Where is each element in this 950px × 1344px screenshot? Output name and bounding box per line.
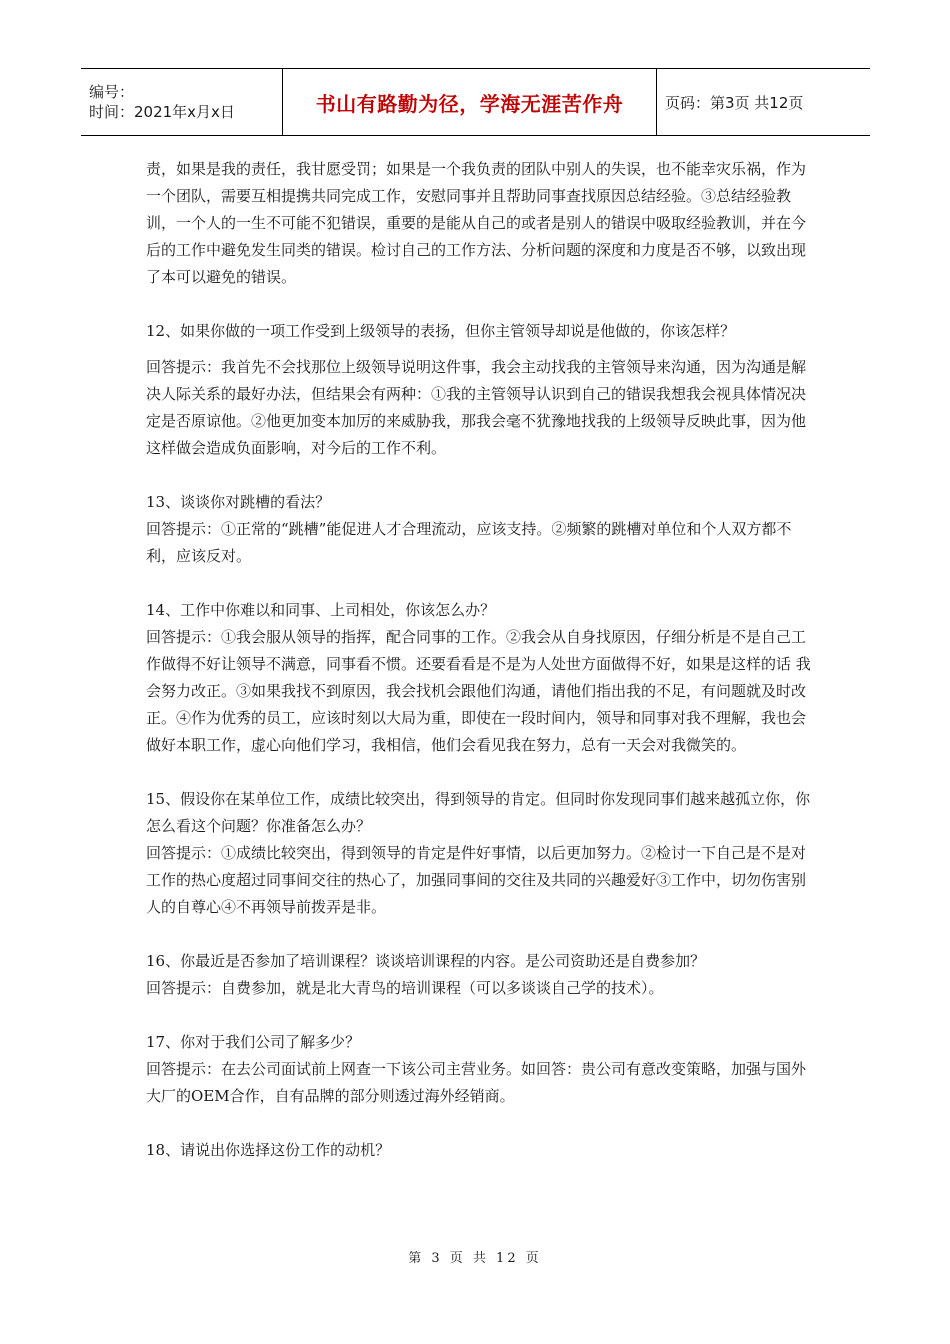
answer-16: 回答提示：自费参加，就是北大青鸟的培训课程（可以多谈谈自己学的技术）。 [146, 979, 664, 997]
header-motto: 书山有路勤为径，学海无涯苦作舟 [315, 91, 624, 116]
question-17: 17、你对于我们公司了解多少？ [146, 1033, 361, 1051]
question-18: 18、请说出你选择这份工作的动机？ [146, 1141, 391, 1159]
answer-15: 回答提示：①成绩比较突出，得到领导的肯定是件好事情，以后更加努力。②检讨一下自己是不是对工作的热心度超过同事间交往的热心了，加强同事间的交往及共同的兴趣爱好③工作中，切勿伤害别人的自尊心④不再领导前拨弄是非。 [146, 844, 807, 916]
intro-paragraph: 责，如果是我的责任，我甘愿受罚；如果是一个我负责的团队中别人的失误，也不能幸灾乐祸，作为一个团队，需要互相提携共同完成工作，安慰同事并且帮助同事查找原因总结经验。③总结经验教训，一个人的一生不可能不犯错误，重要的是能从自己的或者是别人的错误中吸取经验教训，并在今后的工作中避免发生同类的错误。检讨自己的工作方法、分析问题的深度和力度是否不够，以致出现了本可以避免的错误。 [146, 160, 807, 286]
question-13: 13、谈谈你对跳槽的看法？ [146, 493, 331, 511]
answer-12: 回答提示：我首先不会找那位上级领导说明这件事，我会主动找我的主管领导来沟通，因为沟通是解决人际关系的最好办法，但结果会有两种：①我的主管领导认识到自己的错误我想我会视具体情况决定是否原谅他。②他更加变本加厉的来威胁我，那我会毫不犹豫地找我的上级领导反映此事，因为他这样做会造成负面影响，对今后的工作不利。 [146, 358, 807, 457]
header-motto-cell [283, 69, 657, 135]
answer-14: 回答提示：①我会服从领导的指挥，配合同事的工作。②我会从自身找原因，仔细分析是不是自己工作做得不好让领导不满意，同事看不惯。还要看看是不是为人处世方面做得不好，如果是这样的话 我会努力改正。③如果我找不到原因，我会找机会跟他们沟通，请他们指出我的不足，有问题就及时改正。④作为优秀的员工，应该时刻以大局为重，即使在一段时间内，领导和同事对我不理解，我也会做好本职工作，虚心向他们学习，我相信，他们会看见我在努力，总有一天会对我微笑的。 [146, 628, 811, 754]
question-12: 12、如果你做的一项工作受到上级领导的表扬，但你主管领导却说是他做的，你该怎样？ [146, 322, 736, 340]
header-meta [81, 69, 283, 135]
document-body [146, 156, 816, 1164]
question-15: 15、假设你在某单位工作，成绩比较突出，得到领导的肯定。但同时你发现同事们越来越孤立你，你怎么看这个问题？你准备怎么办？ [146, 790, 811, 835]
answer-13: 回答提示：①正常的“跳槽”能促进人才合理流动，应该支持。②频繁的跳槽对单位和个人双方都不利，应该反对。 [146, 520, 792, 565]
header-page-cell [657, 69, 870, 135]
document-header [81, 68, 870, 136]
header-page-info: 页码：第3页 共12页 [665, 93, 804, 112]
page-footer: 第 3 页 共 12 页 [408, 1251, 542, 1266]
answer-17: 回答提示：在去公司面试前上网查一下该公司主营业务。如回答：贵公司有意改变策略，加强与国外大厂的OEM合作，自有品牌的部分则透过海外经销商。 [146, 1060, 807, 1105]
question-14: 14、工作中你难以和同事、上司相处，你该怎么办？ [146, 601, 496, 619]
doc-code-label: 编号： [89, 83, 135, 101]
doc-date: 时间：2021年x月x日 [89, 103, 235, 121]
question-16: 16、你最近是否参加了培训课程？谈谈培训课程的内容。是公司资助还是自费参加？ [146, 952, 706, 970]
